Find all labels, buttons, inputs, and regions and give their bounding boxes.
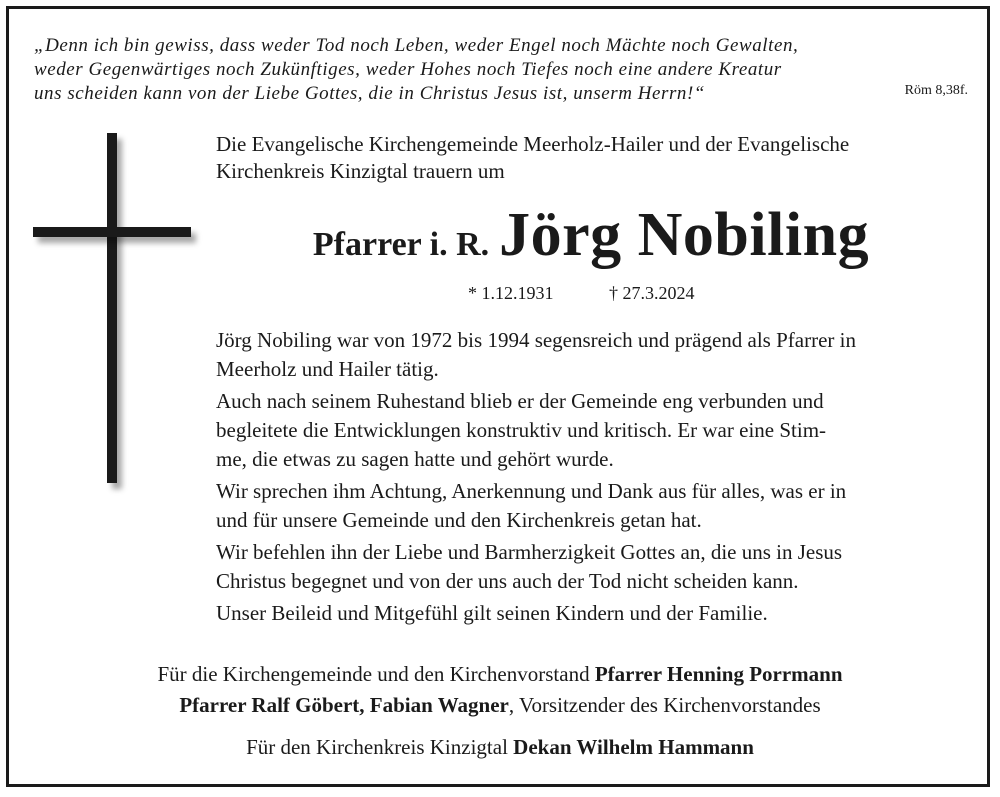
quote-line: „Denn ich bin gewiss, dass weder Tod noch Leben, weder Engel noch Mächte noch Gewalten, bbox=[34, 35, 799, 56]
signature-parish bbox=[20, 662, 980, 687]
signature-name: Dekan Wilhelm Hammann bbox=[513, 735, 754, 759]
paragraph-line: Wir befehlen ihn der Liebe und Barmherzigkeit Gottes an, die uns in Jesus bbox=[216, 540, 843, 564]
cross-horizontal-beam bbox=[33, 227, 191, 237]
intro-line: Kirchenkreis Kinzigtal trauern um bbox=[216, 159, 505, 183]
quote-line: weder Gegenwärtiges noch Zukünftiges, weder Hohes noch Tiefes noch eine andere Kreatur bbox=[34, 59, 782, 80]
paragraph-line: Christus begegnet und von der uns auch der Tod nicht scheiden kann. bbox=[216, 569, 799, 593]
quote-reference: Röm 8,38f. bbox=[904, 83, 968, 98]
paragraph-line: me, die etwas zu sagen hatte und gehört wurde. bbox=[216, 447, 614, 471]
signature-district bbox=[20, 735, 980, 760]
bible-quote bbox=[34, 34, 894, 106]
intro-line: Die Evangelische Kirchengemeinde Meerholz-Hailer und der Evangelische bbox=[216, 132, 850, 156]
signature-name: Pfarrer Ralf Göbert, Fabian Wagner bbox=[179, 693, 509, 717]
paragraph bbox=[216, 538, 966, 596]
paragraph-line: Wir sprechen ihm Achtung, Anerkennung und Dank aus für alles, was er in bbox=[216, 479, 847, 503]
intro-text bbox=[216, 131, 849, 185]
signature-name: Pfarrer Henning Porrmann bbox=[594, 662, 843, 686]
obituary-text bbox=[216, 326, 966, 631]
deceased-title: Pfarrer i. R. bbox=[312, 226, 490, 263]
signature-label: , Vorsitzender des Kirchenvorstandes bbox=[508, 693, 821, 717]
signature-board bbox=[20, 693, 980, 718]
birth-date: * 1.12.1931 bbox=[468, 283, 554, 303]
death-date: † 27.3.2024 bbox=[609, 283, 695, 303]
paragraph bbox=[216, 387, 966, 474]
deceased-name-line bbox=[216, 200, 966, 271]
paragraph bbox=[216, 326, 966, 384]
signature-label: Für die Kirchengemeinde und den Kirchenvorstand bbox=[157, 662, 590, 686]
cross-vertical-beam bbox=[107, 133, 117, 483]
paragraph-line: Jörg Nobiling war von 1972 bis 1994 segensreich und prägend als Pfarrer in bbox=[216, 328, 856, 352]
paragraph-line: Auch nach seinem Ruhestand blieb er der Gemeinde eng verbunden und bbox=[216, 389, 824, 413]
deceased-name: Jörg Nobiling bbox=[499, 201, 870, 269]
paragraph bbox=[216, 477, 966, 535]
paragraph bbox=[216, 599, 966, 628]
paragraph-line: Meerholz und Hailer tätig. bbox=[216, 357, 439, 381]
paragraph-line: begleitete die Entwicklungen konstruktiv und kritisch. Er war eine Stim- bbox=[216, 418, 827, 442]
paragraph-line: Unser Beileid und Mitgefühl gilt seinen Kindern und der Familie. bbox=[216, 601, 768, 625]
paragraph-line: und für unsere Gemeinde und den Kirchenkreis getan hat. bbox=[216, 508, 702, 532]
signature-label: Für den Kirchenkreis Kinzigtal bbox=[246, 735, 508, 759]
quote-line: uns scheiden kann von der Liebe Gottes, die in Christus Jesus ist, unserm Herrn!“ bbox=[34, 83, 705, 104]
